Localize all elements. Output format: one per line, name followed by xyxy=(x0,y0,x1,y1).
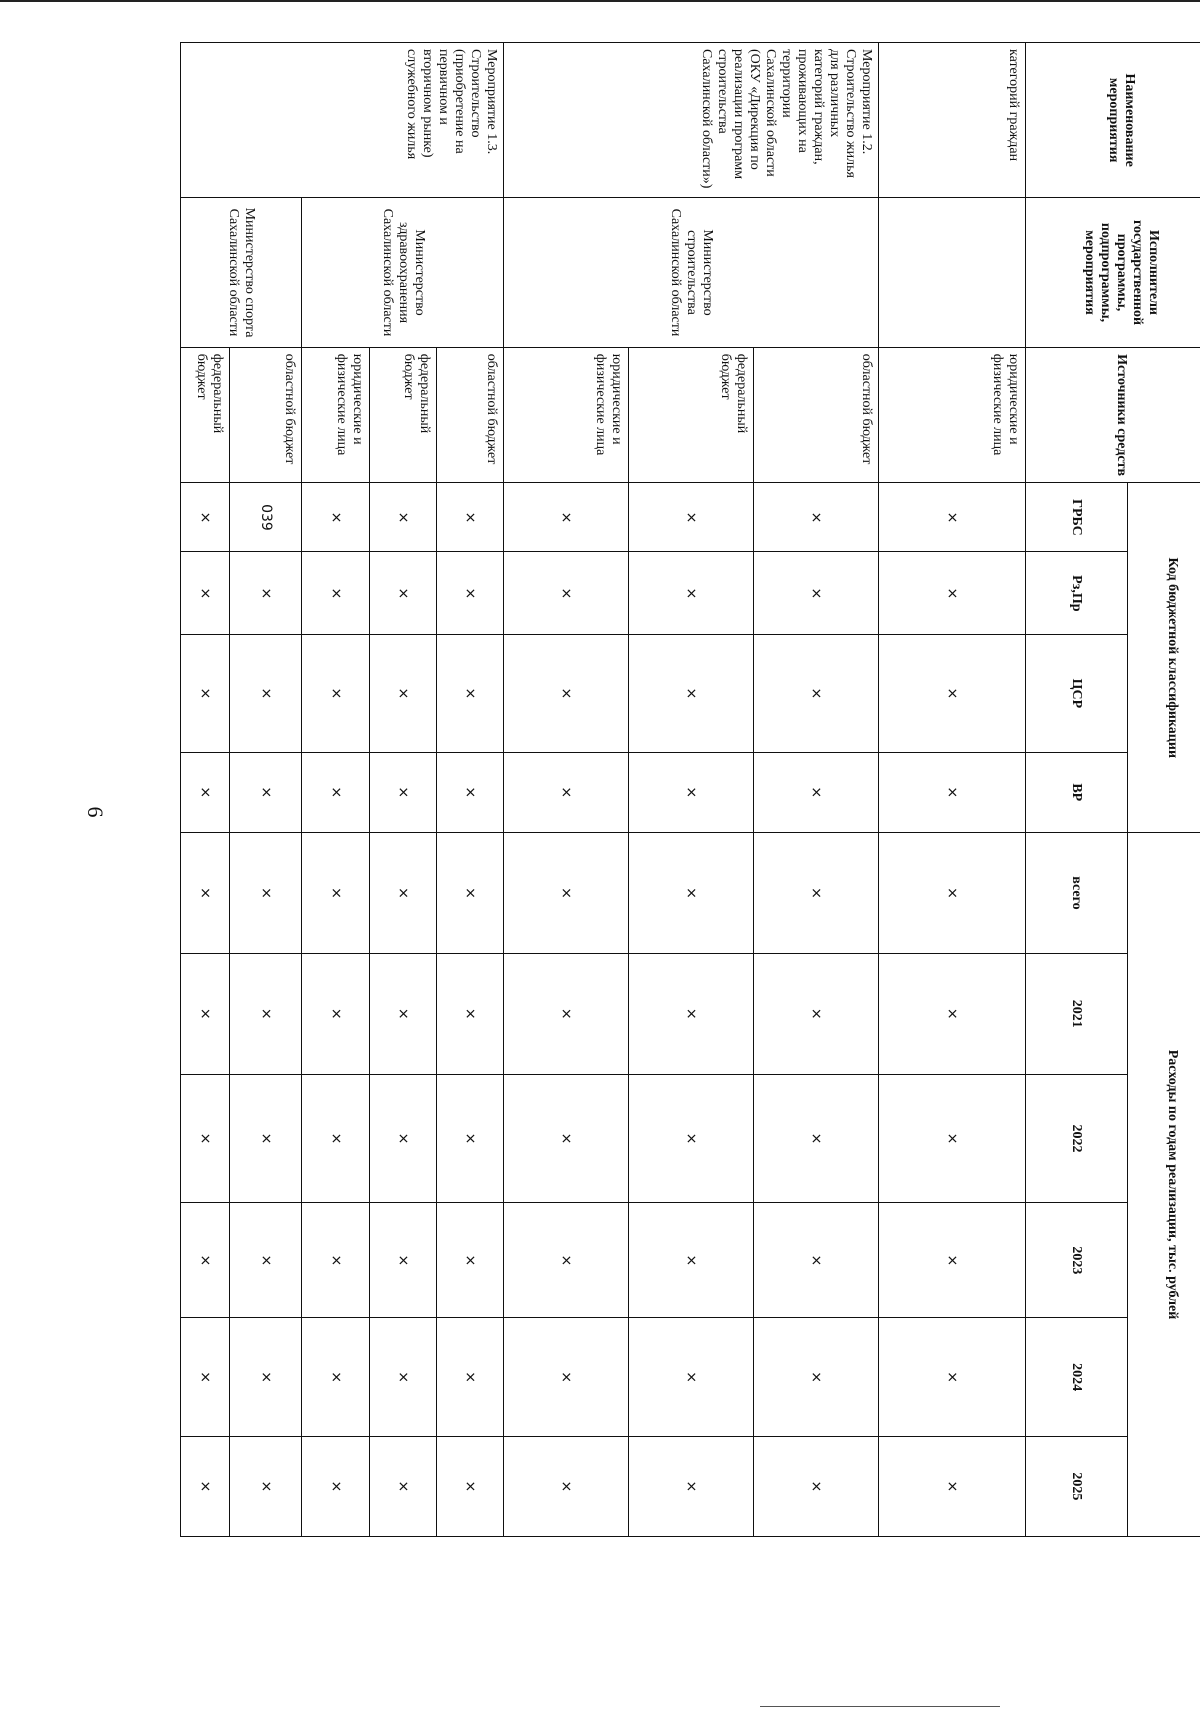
x-cell: × xyxy=(629,552,754,635)
x-cell: × xyxy=(181,1318,230,1436)
x-cell: × xyxy=(504,953,629,1074)
x-cell: × xyxy=(629,833,754,954)
row-source: юридические и физические лица xyxy=(302,347,369,483)
header-2022: 2022 xyxy=(1025,1074,1127,1203)
x-cell: × xyxy=(230,1203,302,1318)
x-cell: × xyxy=(181,953,230,1074)
x-cell: × xyxy=(879,1203,1026,1318)
x-cell: × xyxy=(504,1436,629,1536)
header-executors: Исполнители государственной программы, подпрограммы, мероприятия xyxy=(1025,198,1200,348)
x-cell: × xyxy=(504,1203,629,1318)
x-cell: × xyxy=(302,1074,369,1203)
x-cell: × xyxy=(629,1074,754,1203)
x-cell: × xyxy=(230,552,302,635)
x-cell: × xyxy=(302,483,369,552)
x-cell: × xyxy=(879,1436,1026,1536)
x-cell: × xyxy=(302,953,369,1074)
header-total: всего xyxy=(1025,833,1127,954)
x-cell: × xyxy=(879,833,1026,954)
x-cell: × xyxy=(754,483,879,552)
x-cell: × xyxy=(302,833,369,954)
x-cell: × xyxy=(437,635,504,752)
x-cell: × xyxy=(181,1436,230,1536)
x-cell: × xyxy=(181,483,230,552)
x-cell: × xyxy=(629,752,754,833)
x-cell: × xyxy=(504,552,629,635)
x-cell: × xyxy=(629,635,754,752)
x-cell: × xyxy=(879,1074,1026,1203)
x-cell: × xyxy=(437,953,504,1074)
x-cell: × xyxy=(754,953,879,1074)
budget-table xyxy=(180,42,1200,1537)
row-name: Мероприятие 1.2. Строительство жилья для различных категорий граждан, проживающих на территории Сахалинской области (ОКУ «Дирекция по реализации программ строительства Сахалинской области») xyxy=(504,43,879,198)
x-cell: × xyxy=(302,635,369,752)
x-cell: × xyxy=(504,635,629,752)
x-cell: × xyxy=(181,1074,230,1203)
x-cell: × xyxy=(504,752,629,833)
header-name: Наименование мероприятия xyxy=(1025,43,1200,198)
row-source: федеральный бюджет xyxy=(629,347,754,483)
table-rotation-frame xyxy=(180,42,1200,1537)
x-cell: × xyxy=(879,953,1026,1074)
row-name: Мероприятие 1.3. Строительство (приобретение на первичном и вторичном рынке) служебного жилья xyxy=(181,43,504,198)
table-row xyxy=(437,43,504,1537)
table-row xyxy=(879,43,1026,1537)
x-cell: × xyxy=(437,552,504,635)
x-cell: × xyxy=(504,833,629,954)
x-cell: × xyxy=(754,635,879,752)
x-cell: × xyxy=(754,833,879,954)
x-cell: × xyxy=(629,1436,754,1536)
x-cell: × xyxy=(437,1318,504,1436)
row-executor: Министерство здравоохранения Сахалинской области xyxy=(302,198,504,348)
page-number: 6 xyxy=(83,806,108,818)
x-cell: × xyxy=(629,483,754,552)
header-csr: ЦСР xyxy=(1025,635,1127,752)
x-cell: × xyxy=(437,1436,504,1536)
x-cell: × xyxy=(369,752,436,833)
x-cell: × xyxy=(879,483,1026,552)
x-cell: × xyxy=(754,752,879,833)
x-cell: × xyxy=(629,953,754,1074)
row-name: категорий граждан xyxy=(879,43,1026,198)
x-cell: × xyxy=(504,1074,629,1203)
x-cell: × xyxy=(302,552,369,635)
bottom-edge-line xyxy=(760,1706,1000,1707)
x-cell: × xyxy=(437,1203,504,1318)
row-executor: Министерство спорта Сахалинской области xyxy=(181,198,302,348)
x-cell: × xyxy=(181,833,230,954)
x-cell: × xyxy=(230,752,302,833)
row-source: областной бюджет xyxy=(437,347,504,483)
header-vr: ВР xyxy=(1025,752,1127,833)
x-cell: × xyxy=(230,1318,302,1436)
x-cell: × xyxy=(504,1318,629,1436)
header-expenses: Расходы по годам реализации, тыс. рублей xyxy=(1127,833,1200,1537)
x-cell: × xyxy=(302,1436,369,1536)
x-cell: × xyxy=(369,953,436,1074)
header-2023: 2023 xyxy=(1025,1203,1127,1318)
x-cell: × xyxy=(369,1436,436,1536)
x-cell: × xyxy=(230,1436,302,1536)
x-cell: × xyxy=(369,833,436,954)
row-executor: Министерство строительства Сахалинской области xyxy=(504,198,879,348)
x-cell: × xyxy=(754,1074,879,1203)
x-cell: × xyxy=(437,833,504,954)
x-cell: × xyxy=(879,635,1026,752)
header-2021: 2021 xyxy=(1025,953,1127,1074)
x-cell: × xyxy=(437,483,504,552)
x-cell: × xyxy=(754,1436,879,1536)
x-cell: × xyxy=(437,752,504,833)
x-cell: × xyxy=(504,483,629,552)
table-row xyxy=(754,43,879,1537)
x-cell: × xyxy=(754,552,879,635)
x-cell: × xyxy=(181,635,230,752)
x-cell: × xyxy=(629,1203,754,1318)
grbs-code-cell: 039 xyxy=(230,483,302,552)
x-cell: × xyxy=(754,1318,879,1436)
x-cell: × xyxy=(879,752,1026,833)
header-2025: 2025 xyxy=(1025,1436,1127,1536)
x-cell: × xyxy=(879,1318,1026,1436)
row-source: федеральный бюджет xyxy=(181,347,230,483)
x-cell: × xyxy=(230,953,302,1074)
x-cell: × xyxy=(369,1203,436,1318)
x-cell: × xyxy=(437,1074,504,1203)
x-cell: × xyxy=(230,635,302,752)
x-cell: × xyxy=(369,1318,436,1436)
x-cell: × xyxy=(302,752,369,833)
x-cell: × xyxy=(369,1074,436,1203)
header-sources: Источники средств xyxy=(1025,347,1200,483)
row-source: юридические и физические лица xyxy=(879,347,1026,483)
x-cell: × xyxy=(879,552,1026,635)
x-cell: × xyxy=(302,1318,369,1436)
header-budget-code: Код бюджетной классификации xyxy=(1127,483,1200,833)
row-source: областной бюджет xyxy=(230,347,302,483)
x-cell: × xyxy=(181,552,230,635)
x-cell: × xyxy=(230,833,302,954)
x-cell: × xyxy=(369,635,436,752)
header-2024: 2024 xyxy=(1025,1318,1127,1436)
x-cell: × xyxy=(369,483,436,552)
x-cell: × xyxy=(181,752,230,833)
row-executor xyxy=(879,198,1026,348)
header-grbs: ГРБС xyxy=(1025,483,1127,552)
top-border-line xyxy=(0,0,1200,2)
row-source: областной бюджет xyxy=(754,347,879,483)
rotated-table-container xyxy=(180,42,1200,1537)
x-cell: × xyxy=(629,1318,754,1436)
x-cell: × xyxy=(230,1074,302,1203)
x-cell: × xyxy=(302,1203,369,1318)
x-cell: × xyxy=(369,552,436,635)
x-cell: × xyxy=(754,1203,879,1318)
header-rzpr: Рз,Пр xyxy=(1025,552,1127,635)
table-row xyxy=(230,43,302,1537)
row-source: юридические и физические лица xyxy=(504,347,629,483)
row-source: федеральный бюджет xyxy=(369,347,436,483)
x-cell: × xyxy=(181,1203,230,1318)
